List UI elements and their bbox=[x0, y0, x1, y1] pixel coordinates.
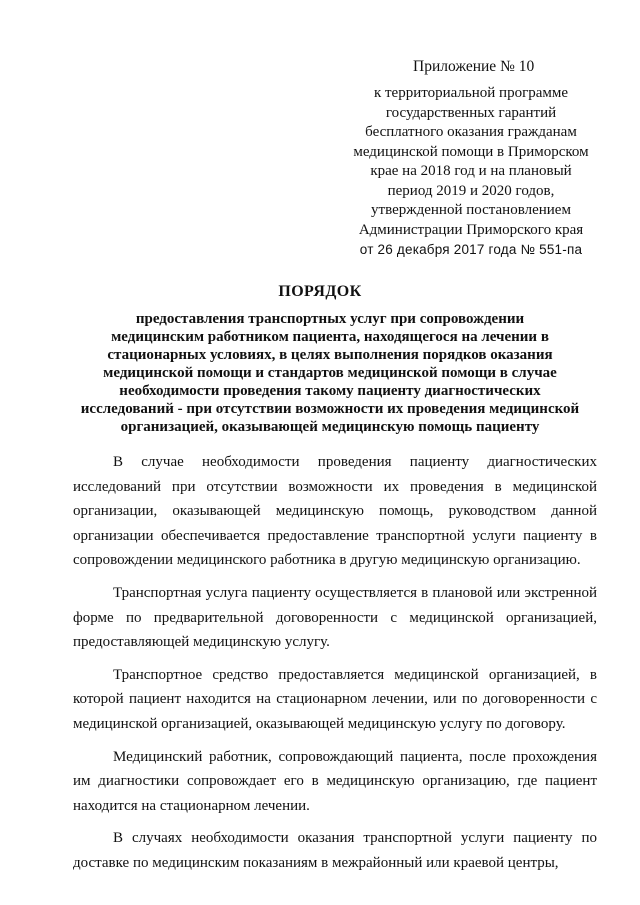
appendix-title: Приложение № 10 bbox=[413, 58, 535, 75]
decree-reference: от 26 декабря 2017 года № 551-па bbox=[359, 242, 583, 257]
body-paragraph: Медицинский работник, сопровождающий пациента, после прохождения им диагностики сопровождает его в медицинскую организацию, где пациент находится на стационарном лечении. bbox=[73, 748, 597, 814]
appendix-line: государственных гарантий bbox=[385, 104, 557, 121]
document-body bbox=[73, 450, 597, 884]
appendix-line: крае на 2018 год и на плановый bbox=[370, 163, 572, 179]
appendix-line: утвержденной постановлением bbox=[371, 202, 571, 218]
subheading-line: медицинским работником пациента, находящегося на лечении в bbox=[111, 329, 549, 345]
body-paragraph: В случае необходимости проведения пациенту диагностических исследований при отсутствии возможности их проведения в медицинской организации, оказывающей медицинскую помощь, руководством данной организации обеспечивается предоставление транспортной услуги пациенту в сопровождении медицинского работника в другую медицинскую организацию. bbox=[73, 454, 597, 569]
appendix-block bbox=[340, 84, 602, 260]
appendix-line: к территориальной программе bbox=[373, 85, 569, 101]
document-heading: ПОРЯДОК bbox=[278, 283, 362, 300]
document-subheading bbox=[60, 310, 600, 436]
subheading-line: необходимости проведения такому пациенту диагностических bbox=[119, 383, 541, 399]
appendix-line: медицинской помощи в Приморском bbox=[353, 143, 589, 160]
body-paragraph: В случаях необходимости оказания транспортной услуги пациенту по доставке по медицинским показаниям в межрайонный или краевой центры, bbox=[73, 830, 597, 871]
appendix-line: бесплатного оказания гражданам bbox=[365, 124, 577, 140]
body-paragraph: Транспортное средство предоставляется медицинской организацией, в которой пациент находится на стационарном лечении, или по договоренности с медицинской организацией, оказывающей медицинскую услугу по договору. bbox=[73, 666, 597, 732]
body-paragraph: Транспортная услуга пациенту осуществляется в плановой или экстренной форме по предварительной договоренности с медицинской организацией, предоставляющей медицинскую услугу. bbox=[73, 584, 597, 651]
subheading-line: стационарных условиях, в целях выполнения порядков оказания bbox=[107, 347, 553, 363]
subheading-line: исследований - при отсутствии возможности их проведения медицинской bbox=[80, 401, 580, 417]
subheading-line: организацией, оказывающей медицинскую помощь пациенту bbox=[120, 419, 540, 435]
appendix-line: период 2019 и 2020 годов, bbox=[387, 182, 555, 199]
subheading-line: предоставления транспортных услуг при сопровождении bbox=[135, 311, 525, 327]
subheading-line: медицинской помощи и стандартов медицинской помощи в случае bbox=[103, 365, 557, 381]
appendix-line: Администрации Приморского края bbox=[358, 221, 584, 238]
